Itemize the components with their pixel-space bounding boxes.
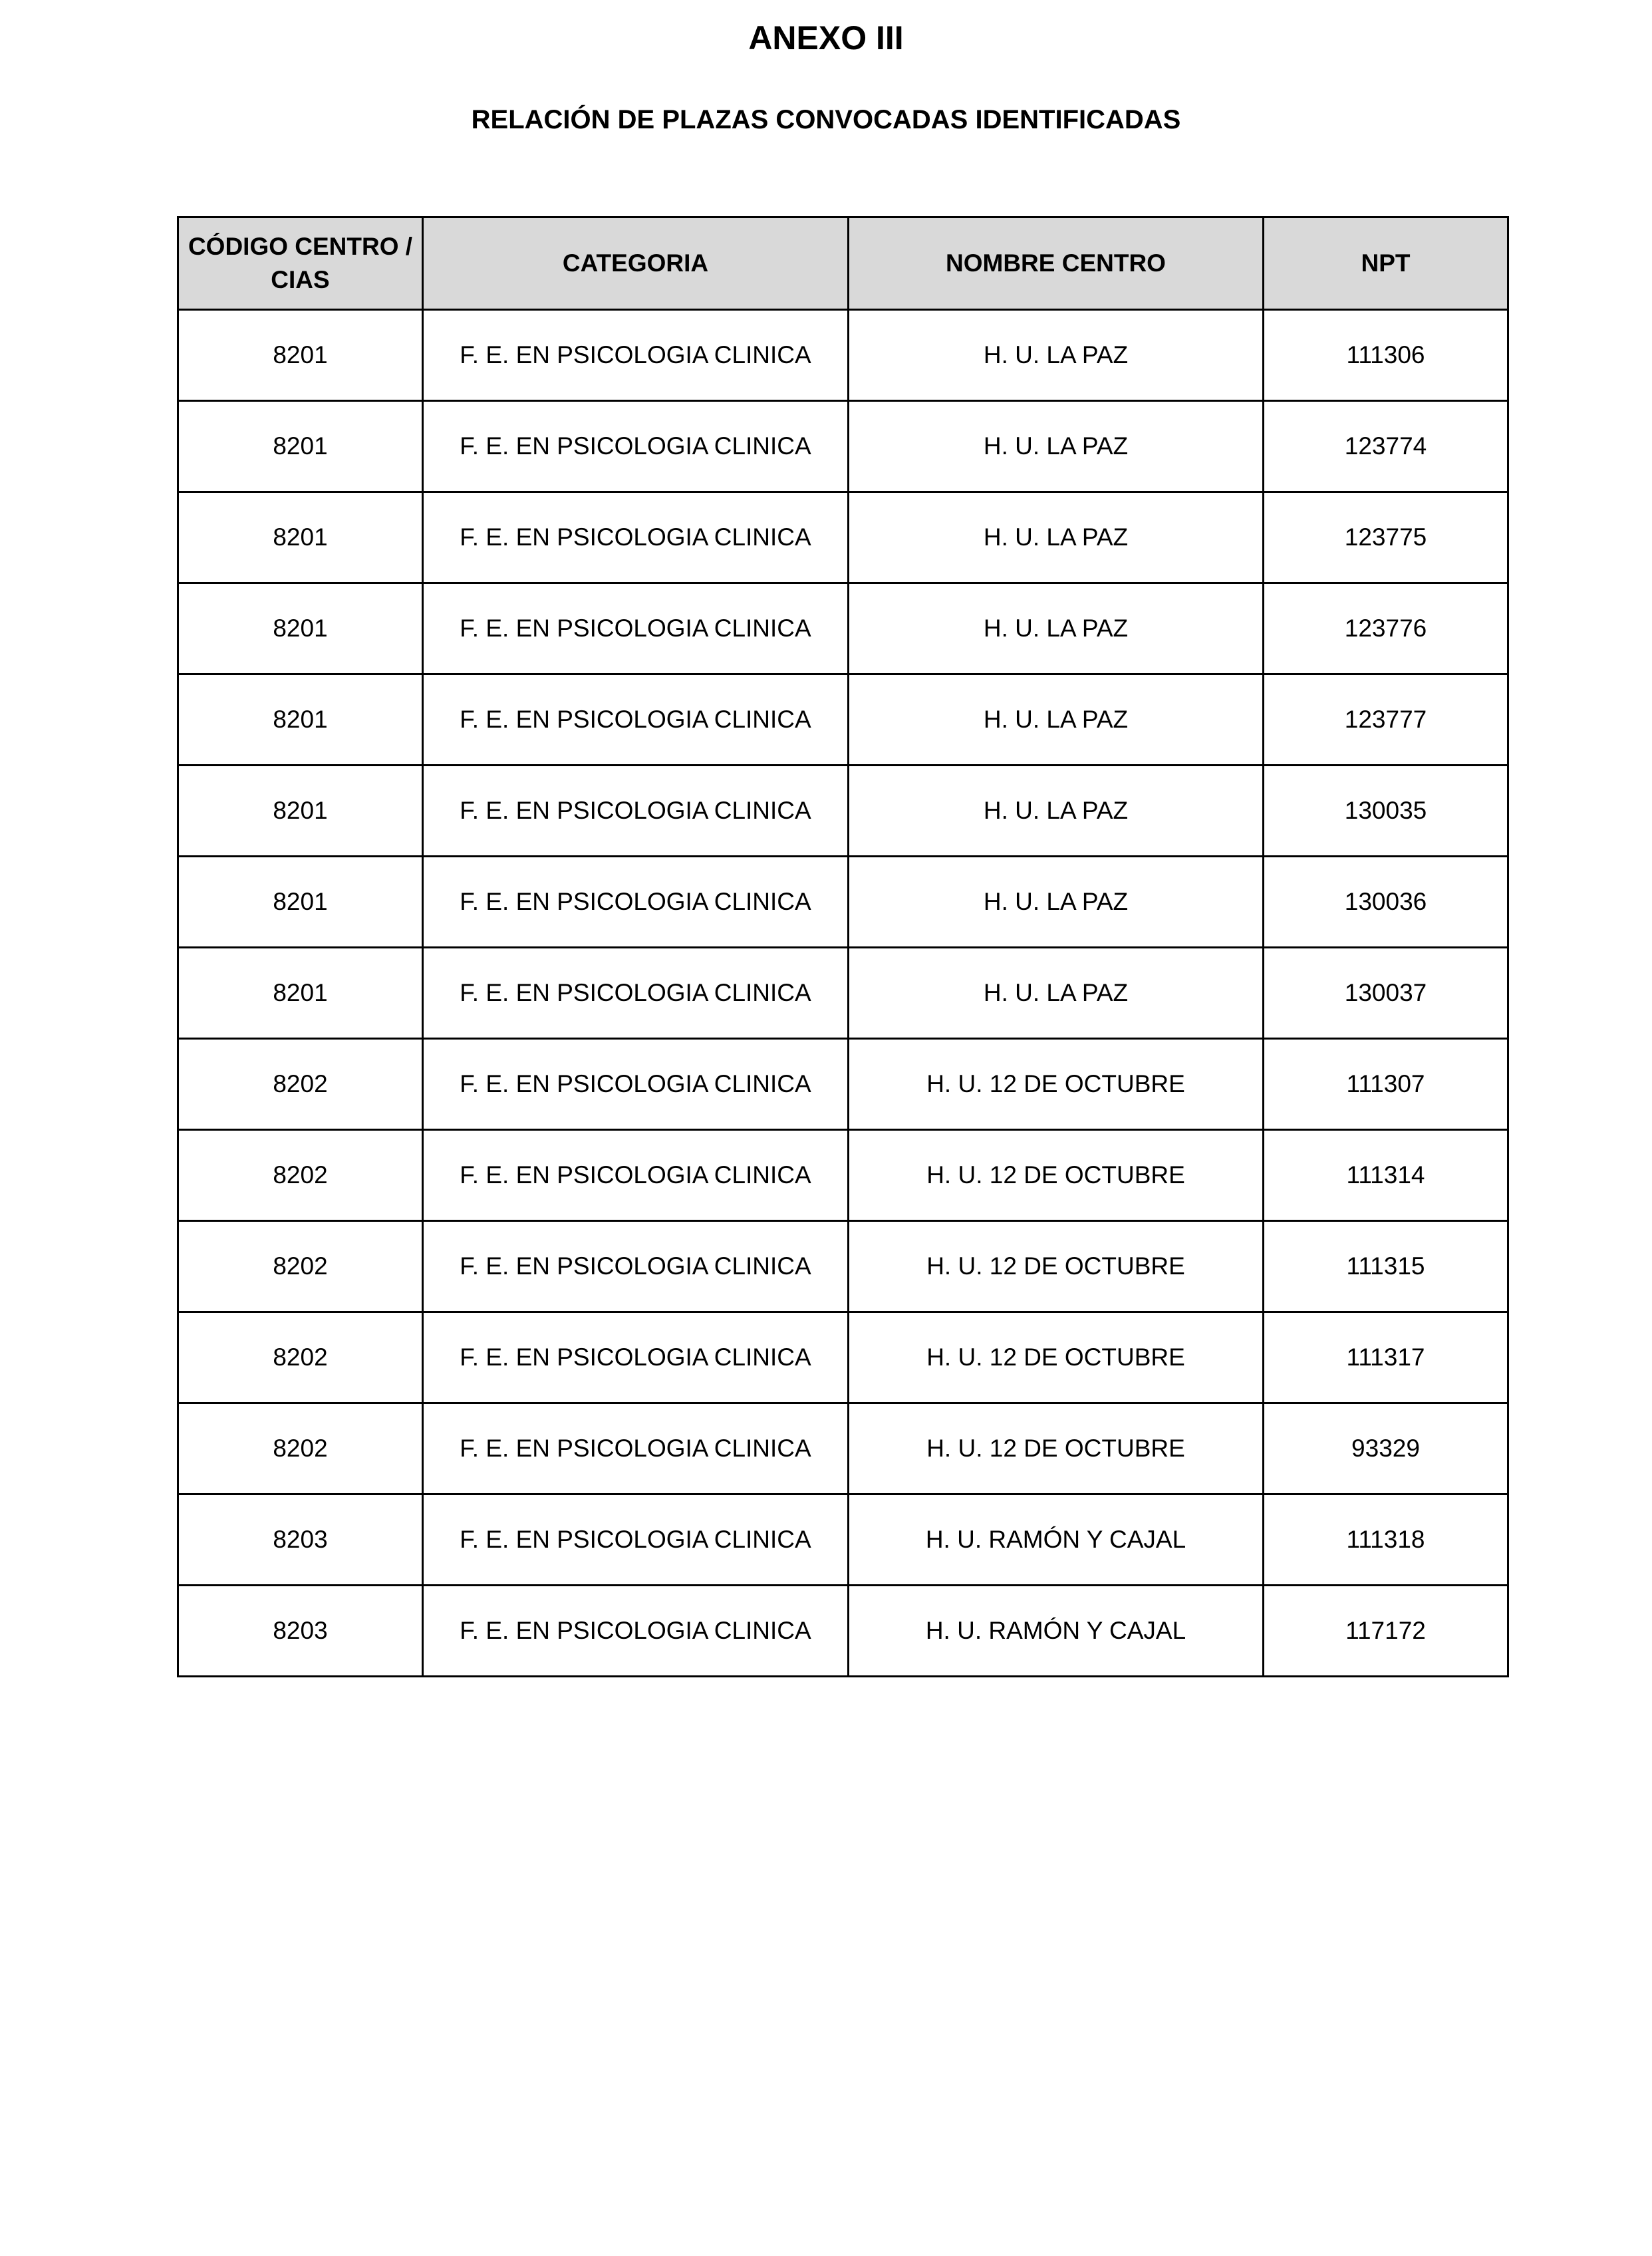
cell-nombre-centro: H. U. RAMÓN Y CAJAL [849, 1494, 1264, 1586]
cell-nombre-centro: H. U. LA PAZ [849, 583, 1264, 674]
cell-nombre-centro: H. U. LA PAZ [849, 492, 1264, 583]
cell-npt: 111314 [1264, 1130, 1508, 1221]
header-row [178, 217, 1508, 310]
cell-categoria: F. E. EN PSICOLOGIA CLINICA [423, 1130, 849, 1221]
table-row [178, 583, 1508, 674]
cell-npt: 123776 [1264, 583, 1508, 674]
cell-categoria: F. E. EN PSICOLOGIA CLINICA [423, 1586, 849, 1677]
cell-nombre-centro: H. U. 12 DE OCTUBRE [849, 1403, 1264, 1494]
header-nombre-centro: NOMBRE CENTRO [849, 217, 1264, 310]
table-row [178, 1403, 1508, 1494]
table-row [178, 766, 1508, 857]
cell-npt: 111315 [1264, 1221, 1508, 1312]
cell-nombre-centro: H. U. 12 DE OCTUBRE [849, 1312, 1264, 1403]
cell-categoria: F. E. EN PSICOLOGIA CLINICA [423, 310, 849, 401]
table-row [178, 1130, 1508, 1221]
cell-categoria: F. E. EN PSICOLOGIA CLINICA [423, 583, 849, 674]
cell-categoria: F. E. EN PSICOLOGIA CLINICA [423, 492, 849, 583]
cell-categoria: F. E. EN PSICOLOGIA CLINICA [423, 1312, 849, 1403]
cell-categoria: F. E. EN PSICOLOGIA CLINICA [423, 1494, 849, 1586]
cell-codigo: 8202 [178, 1312, 423, 1403]
document-title: ANEXO III [748, 19, 904, 57]
cell-codigo: 8202 [178, 1403, 423, 1494]
cell-nombre-centro: H. U. LA PAZ [849, 674, 1264, 766]
cell-npt: 123774 [1264, 401, 1508, 492]
cell-nombre-centro: H. U. LA PAZ [849, 401, 1264, 492]
cell-categoria: F. E. EN PSICOLOGIA CLINICA [423, 948, 849, 1039]
table-row [178, 948, 1508, 1039]
cell-categoria: F. E. EN PSICOLOGIA CLINICA [423, 1403, 849, 1494]
cell-nombre-centro: H. U. LA PAZ [849, 766, 1264, 857]
cell-categoria: F. E. EN PSICOLOGIA CLINICA [423, 1221, 849, 1312]
table-row [178, 1586, 1508, 1677]
cell-npt: 111306 [1264, 310, 1508, 401]
table-row [178, 857, 1508, 948]
table-row [178, 674, 1508, 766]
cell-npt: 111318 [1264, 1494, 1508, 1586]
cell-codigo: 8201 [178, 583, 423, 674]
cell-npt: 111307 [1264, 1039, 1508, 1130]
cell-nombre-centro: H. U. 12 DE OCTUBRE [849, 1221, 1264, 1312]
cell-npt: 93329 [1264, 1403, 1508, 1494]
cell-npt: 130037 [1264, 948, 1508, 1039]
cell-npt: 111317 [1264, 1312, 1508, 1403]
cell-nombre-centro: H. U. LA PAZ [849, 310, 1264, 401]
cell-codigo: 8203 [178, 1586, 423, 1677]
cell-codigo: 8203 [178, 1494, 423, 1586]
cell-npt: 117172 [1264, 1586, 1508, 1677]
header-npt: NPT [1264, 217, 1508, 310]
cell-npt: 130035 [1264, 766, 1508, 857]
cell-codigo: 8201 [178, 674, 423, 766]
table-body [178, 310, 1508, 1677]
cell-nombre-centro: H. U. RAMÓN Y CAJAL [849, 1586, 1264, 1677]
table-header [178, 217, 1508, 310]
cell-codigo: 8202 [178, 1130, 423, 1221]
header-codigo-centro: CÓDIGO CENTRO / CIAS [178, 217, 423, 310]
cell-codigo: 8202 [178, 1221, 423, 1312]
cell-npt: 130036 [1264, 857, 1508, 948]
table-row [178, 1494, 1508, 1586]
table-row [178, 401, 1508, 492]
cell-nombre-centro: H. U. LA PAZ [849, 948, 1264, 1039]
cell-nombre-centro: H. U. LA PAZ [849, 857, 1264, 948]
table-row [178, 1312, 1508, 1403]
table-row [178, 1039, 1508, 1130]
cell-codigo: 8202 [178, 1039, 423, 1130]
cell-categoria: F. E. EN PSICOLOGIA CLINICA [423, 766, 849, 857]
cell-nombre-centro: H. U. 12 DE OCTUBRE [849, 1130, 1264, 1221]
plazas-table [177, 216, 1509, 1677]
cell-codigo: 8201 [178, 948, 423, 1039]
cell-codigo: 8201 [178, 310, 423, 401]
cell-categoria: F. E. EN PSICOLOGIA CLINICA [423, 674, 849, 766]
cell-npt: 123775 [1264, 492, 1508, 583]
cell-codigo: 8201 [178, 766, 423, 857]
table-row [178, 492, 1508, 583]
cell-categoria: F. E. EN PSICOLOGIA CLINICA [423, 1039, 849, 1130]
cell-categoria: F. E. EN PSICOLOGIA CLINICA [423, 857, 849, 948]
table-row [178, 1221, 1508, 1312]
document-subtitle: RELACIÓN DE PLAZAS CONVOCADAS IDENTIFICADAS [471, 105, 1181, 134]
cell-categoria: F. E. EN PSICOLOGIA CLINICA [423, 401, 849, 492]
cell-codigo: 8201 [178, 401, 423, 492]
cell-codigo: 8201 [178, 857, 423, 948]
header-categoria: CATEGORIA [423, 217, 849, 310]
table-row [178, 310, 1508, 401]
cell-codigo: 8201 [178, 492, 423, 583]
cell-nombre-centro: H. U. 12 DE OCTUBRE [849, 1039, 1264, 1130]
cell-npt: 123777 [1264, 674, 1508, 766]
